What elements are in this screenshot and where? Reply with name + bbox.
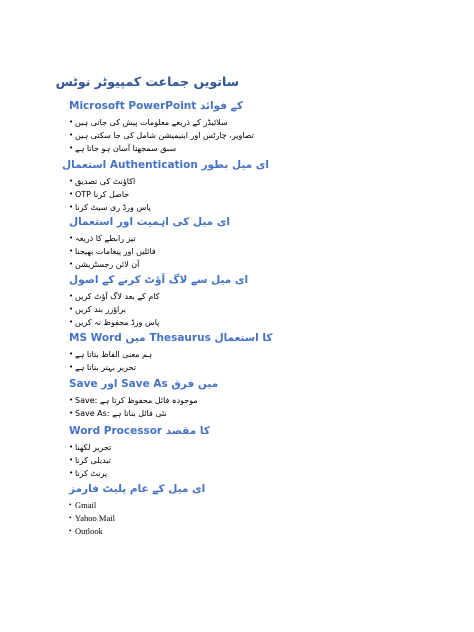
bullet-icon: • [69,363,74,371]
bullet-list [69,290,269,329]
bullet-icon: • [69,131,74,139]
bullet-list [69,232,269,271]
list-item: • آن لائن رجسٹریشن [69,260,140,269]
section-heading: ای میل بطور Authentication استعمال [62,159,269,171]
section-email-authentication [62,157,269,214]
bullet-icon: • [69,469,74,477]
bullet-icon: • [69,318,74,326]
section-heading: ای میل سے لاگ آؤٹ کرنے کے اصول [69,274,249,286]
list-item: • سلائیڈز کے ذریعے معلومات پیش کی جاتی ہیں [69,118,228,127]
bullet-icon: • [69,501,72,509]
list-item: • تیز رابطے کا ذریعہ [69,234,136,243]
section-word-processor [69,423,269,480]
list-item: • کام کے بعد لاگ آؤٹ کریں [69,292,160,301]
list-item: • سبق سمجھنا آسان ہو جاتا ہے [69,144,177,153]
bullet-icon: • [69,203,74,211]
bullet-icon: • [69,527,72,535]
list-item: • تصاویر، چارٹس اور اینیمیشن شامل کی جا سکتی ہیں [69,131,254,140]
list-item: • Outlook [69,526,103,536]
document-title: ساتویں جماعت کمپیوٹر نوٹس [55,74,239,89]
list-item: • تبدیلی کرنا [69,456,111,465]
section-email-importance [69,214,269,271]
list-item: • فائلیں اور پیغامات بھیجنا [69,247,156,256]
section-heading: Save اور Save As میں فرق [69,378,219,390]
section-heading: ای میل کی اہمیت اور استعمال [69,216,230,228]
bullet-icon: • [69,292,74,300]
section-thesaurus [69,330,273,374]
list-item: • تحریر لکھنا [69,443,112,452]
section-heading: کے فوائد Microsoft PowerPoint [69,100,243,112]
list-item: • Save As: نئی فائل بناتا ہے [69,409,167,418]
bullet-icon: • [69,514,72,522]
bullet-icon: • [69,260,74,268]
bullet-icon: • [69,118,74,126]
bullet-icon: • [69,350,74,358]
bullet-icon: • [69,396,74,404]
list-item: • پرنٹ کرنا [69,469,108,478]
bullet-icon: • [69,456,74,464]
bullet-icon: • [69,443,74,451]
list-item: • پاس ورڈ ری سیٹ کرنا [69,203,151,212]
list-item: • OTP حاصل کرنا [69,190,130,199]
bullet-list [69,116,269,155]
list-item: • تحریر بہتر بناتا ہے [69,363,136,372]
bullet-icon: • [69,177,74,185]
bullet-icon: • [69,247,74,255]
bullet-icon: • [69,305,74,313]
list-item: • ہم معنی الفاظ بتاتا ہے [69,350,153,359]
bullet-list [69,175,269,214]
bullet-icon: • [69,144,74,152]
list-item: • Save: موجودہ فائل محفوظ کرتا ہے [69,396,198,405]
list-item: • Yahoo Mail [69,513,115,523]
list-item: • پاس ورڈ محفوظ نہ کریں [69,318,160,327]
section-powerpoint-benefits [69,98,269,155]
section-heading: ای میل کے عام پلیٹ فارمز [69,483,206,495]
bullet-list [69,499,269,538]
list-item: • براؤزر بند کریں [69,305,126,314]
list-item: • Gmail [69,500,97,510]
section-heading: MS Word میں Thesaurus کا استعمال [69,332,273,344]
section-email-platforms [69,481,269,538]
bullet-list [69,441,269,480]
bullet-icon: • [69,234,74,242]
list-item: • اکاؤنٹ کی تصدیق [69,177,136,186]
section-heading: Word Processor کا مقصد [69,425,210,437]
bullet-icon: • [69,409,74,417]
section-email-logout [69,272,269,329]
section-save-vs-save-as [69,376,269,420]
bullet-list [69,348,269,374]
bullet-list [69,394,269,420]
bullet-icon: • [69,190,74,198]
